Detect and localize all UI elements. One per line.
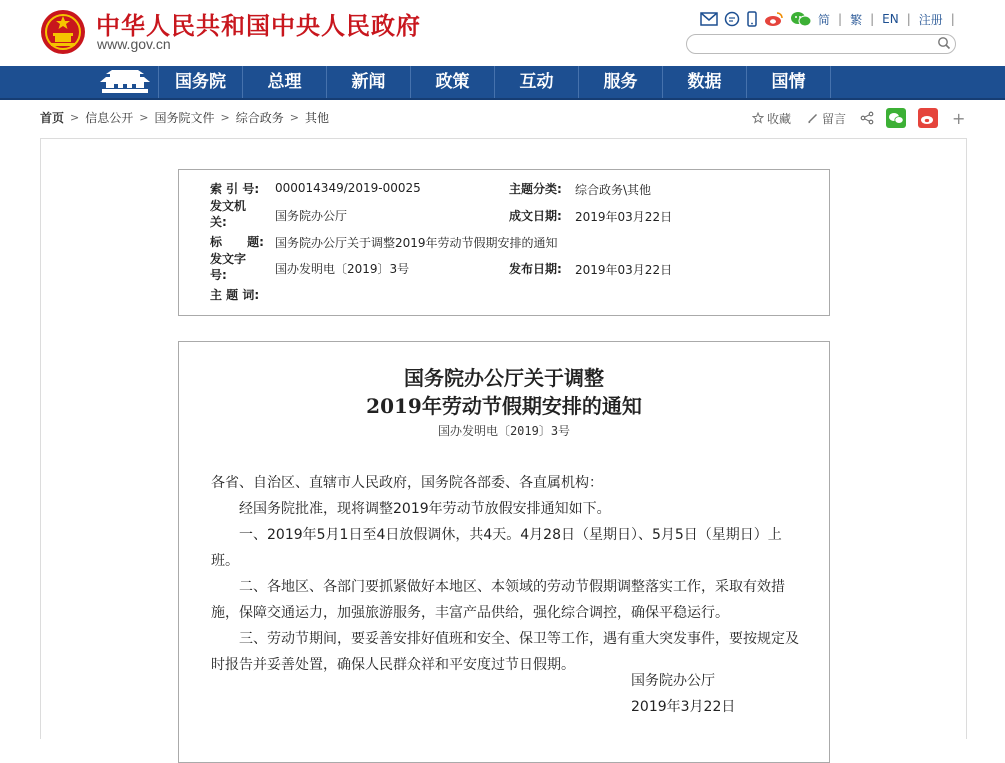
nav-item-data[interactable]: 数据: [662, 66, 746, 98]
header-tools: [700, 10, 957, 28]
breadcrumb-home[interactable]: 首页: [40, 111, 65, 125]
lang-simplified-link[interactable]: 简: [818, 12, 831, 27]
breadcrumb-general-affairs[interactable]: 综合政务: [235, 111, 284, 125]
share-icon[interactable]: [860, 111, 874, 125]
tool-separator: |: [950, 12, 955, 26]
breadcrumb: [40, 109, 329, 126]
category-label: 主题分类:: [509, 182, 562, 196]
lang-traditional-link[interactable]: 繁: [850, 12, 863, 27]
title-value: 国务院办公厅关于调整2019年劳动节假期安排的通知: [275, 236, 558, 250]
index-value: 000014349/2019-00025: [275, 181, 421, 195]
nav-item-policy[interactable]: 政策: [410, 66, 494, 98]
article-paragraph: 三、劳动节期间，要妥善安排好值班和安全、保卫等工作，遇有重大突发事件，要按规定及时报告并妥善处置，确保人民群众祥和平安度过节日假期。: [211, 631, 799, 673]
docno-label-line1: 发文字: [210, 252, 247, 266]
article-signature: 国务院办公厅: [631, 673, 715, 689]
breadcrumb-other[interactable]: 其他: [304, 111, 329, 125]
issuer-value: 国务院办公厅: [275, 209, 348, 223]
article-title-line2: 2019年劳动节假期安排的通知: [366, 394, 642, 418]
breadcrumb-state-council-docs[interactable]: 国务院文件: [154, 111, 215, 125]
favorite-button[interactable]: [752, 110, 791, 127]
main-nav: [0, 66, 1005, 98]
docno-label-line2: 号:: [210, 268, 227, 282]
article-title: [179, 364, 829, 420]
tool-separator: |: [870, 12, 875, 26]
nav-item-premier[interactable]: 总理: [242, 66, 326, 98]
issuer-label-line2: 关:: [210, 215, 227, 229]
message-icon[interactable]: [724, 11, 740, 27]
nav-divider: [0, 98, 1005, 100]
pencil-icon: [807, 112, 819, 124]
wechat-share-icon: [888, 112, 904, 125]
mail-icon[interactable]: [700, 12, 718, 26]
nav-item-national-info[interactable]: 国情: [746, 66, 831, 98]
breadcrumb-separator: >: [70, 111, 80, 124]
date-written-label: 成文日期:: [509, 209, 562, 223]
nav-item-news[interactable]: 新闻: [326, 66, 410, 98]
pub-date-label: 发布日期:: [509, 262, 562, 276]
breadcrumb-separator: >: [289, 111, 299, 124]
breadcrumb-info-disclosure[interactable]: 信息公开: [85, 111, 134, 125]
article-salutation: 各省、自治区、直辖市人民政府，国务院各部委、各直属机构：: [211, 475, 603, 491]
wechat-icon[interactable]: [790, 11, 812, 27]
date-written-value: 2019年03月22日: [575, 210, 673, 224]
search-input[interactable]: [697, 36, 926, 54]
article-paragraph: 一、2019年5月1日至4日放假调休，共4天。4月28日（星期日）、5月5日（星期日）上班。: [211, 527, 782, 569]
weibo-share-icon: [920, 112, 936, 125]
site-header: [0, 0, 1005, 64]
pub-date-value: 2019年03月22日: [575, 263, 673, 277]
register-link[interactable]: 注册: [918, 12, 943, 27]
breadcrumb-separator: >: [139, 111, 149, 124]
docno-value: 国办发明电〔2019〕3号: [275, 262, 410, 276]
article-body: [211, 470, 801, 678]
national-emblem-icon[interactable]: [40, 8, 86, 56]
favorite-label: 收藏: [767, 111, 792, 126]
title-label: 标 题:: [210, 235, 264, 249]
keywords-label: 主 题 词:: [210, 288, 260, 302]
article-box: [178, 341, 830, 763]
site-url: www.gov.cn: [97, 36, 171, 52]
comment-button[interactable]: [807, 110, 846, 127]
comment-label: 留言: [822, 111, 847, 126]
index-label: 索 引 号:: [210, 182, 260, 196]
document-meta-table: [178, 169, 830, 316]
share-weibo-button[interactable]: [918, 108, 938, 128]
tiananmen-logo-icon[interactable]: [92, 69, 158, 95]
nav-item-state-council[interactable]: 国务院: [158, 66, 242, 98]
content-area: [40, 138, 967, 739]
search-box: [686, 34, 956, 54]
category-value: 综合政务\其他: [575, 183, 652, 197]
article-title-line1: 国务院办公厅关于调整: [404, 366, 604, 390]
tool-separator: |: [838, 12, 843, 26]
breadcrumb-separator: >: [220, 111, 230, 124]
mobile-icon[interactable]: [746, 11, 758, 27]
nav-item-services[interactable]: 服务: [578, 66, 662, 98]
lang-english-link[interactable]: EN: [882, 12, 899, 26]
article-paragraph: 二、各地区、各部门要抓紧做好本地区、本领域的劳动节假期调整落实工作，采取有效措施，保障交通运力，加强旅游服务，丰富产品供给，强化综合调控，确保平稳运行。: [211, 579, 785, 621]
article-date: 2019年3月22日: [631, 699, 736, 715]
search-icon[interactable]: [937, 36, 951, 50]
issuer-label-line1: 发文机: [210, 199, 247, 213]
tool-separator: |: [906, 12, 911, 26]
weibo-icon[interactable]: [764, 11, 784, 27]
site-title[interactable]: 中华人民共和国中央人民政府: [96, 11, 421, 40]
nav-item-interaction[interactable]: 互动: [494, 66, 578, 98]
star-icon: [752, 112, 764, 124]
share-bar: [752, 108, 965, 128]
article-paragraph: 经国务院批准，现将调整2019年劳动节放假安排通知如下。: [239, 501, 611, 517]
article-doc-number: 国办发明电〔2019〕3号: [437, 424, 571, 438]
share-more-button[interactable]: +: [952, 108, 966, 128]
share-wechat-button[interactable]: [886, 108, 906, 128]
